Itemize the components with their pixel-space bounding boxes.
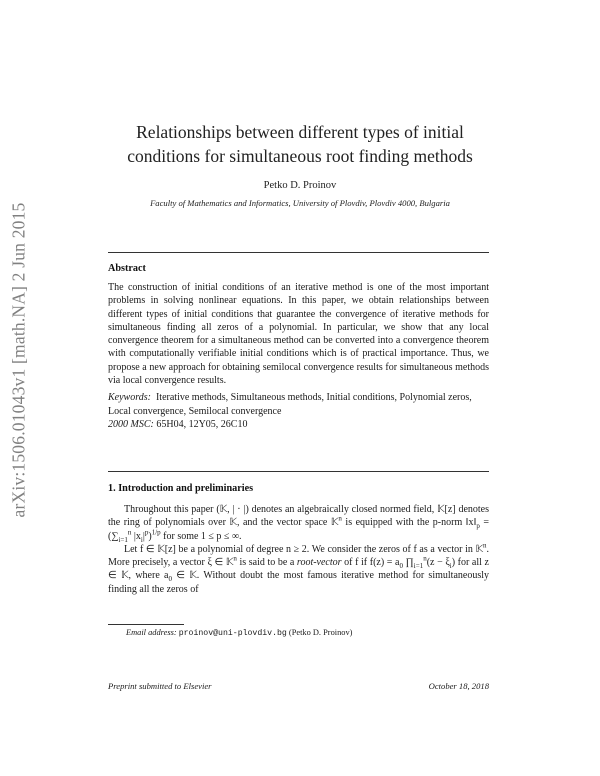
msc-label: 2000 MSC: (108, 418, 154, 430)
email-address[interactable]: proinov@uni-plovdiv.bg (178, 629, 287, 638)
section-1-body (108, 503, 489, 596)
paper-title-line-1: Relationships between different types of initial (136, 122, 464, 142)
footer-left: Preprint submitted to Elsevier (108, 681, 212, 691)
msc-line (108, 418, 489, 431)
abstract-body (108, 281, 489, 431)
keywords-line (108, 391, 489, 418)
root-vector-term: root-vector (296, 557, 342, 569)
keywords-text: Iterative methods, Simultaneous methods, Initial conditions, Polynomial zeros, Local convergence, Semilocal convergence (108, 392, 472, 417)
author-affiliation: Faculty of Mathematics and Informatics, University of Plovdiv, Plovdiv 4000, Bulgaria (150, 198, 450, 208)
footer-date: October 18, 2018 (428, 681, 489, 691)
abstract-top-rule (108, 252, 489, 253)
author-name: Petko D. Proinov (263, 180, 337, 191)
section-1-paragraph-1: Throughout this paper (𝕂, | · |) denotes an algebraically closed normed field, 𝕂[z] denotes the ring of polynomials over 𝕂, and the vector space 𝕂$^n$ is equipped with the p-norm $‖x‖_p = (\sum_{i=1}^n$ $|x_i|^p)^{1/p}$ for some 1 ≤ p ≤ ∞. (108, 504, 490, 544)
arxiv-sidebar (4, 150, 34, 570)
abstract-bottom-rule (108, 471, 489, 472)
abstract-text: The construction of initial conditions of an iterative method is one of the most important problems in solving nonlinear equations. In this paper, we obtain relationships between different types of initial conditions that guarantee the convergence of iterative methods for simultaneous finding all zeros of a polynomial. In particular, we show that any local convergence theorem for a simultaneous method can be converted into a convergence theorem with computationally verifiable initial conditions which is of practical importance. Thus, we propose a new approach for obtaining semilocal convergence results for simultaneous methods via local convergence results. (108, 282, 489, 387)
section-1-heading: 1. Introduction and preliminaries (108, 483, 254, 494)
paper-title-line-2: conditions for simultaneous root finding methods (127, 146, 473, 166)
arxiv-identifier: arXiv:1506.01043v1 [math.NA] 2 Jun 2015 (8, 202, 29, 518)
email-label: Email address: (126, 628, 177, 637)
keywords-label: Keywords: (108, 392, 151, 404)
footnote-rule (108, 624, 184, 625)
section-1-paragraph-2: Let f ∈ 𝕂[z] be a polynomial of degree n ≥ 2. We consider the zeros of f as a vector in 𝕂$^n$. More precisely, a vector ξ ∈ 𝕂$^n$ is said to be a root-vector of f if $f(z) = a_0$ $\prod_{i=1}^n(z - \xi_i)$ for all z ∈ 𝕂, where $a_0$ ∈ 𝕂. Without doubt the most famous iterative method for simultaneously finding all the zeros of (108, 541, 489, 595)
abstract-heading: Abstract (108, 263, 146, 274)
msc-codes: 65H04, 12Y05, 26C10 (156, 418, 248, 430)
footnote (108, 628, 507, 638)
footnote-author: (Petko D. Proinov) (288, 628, 353, 637)
